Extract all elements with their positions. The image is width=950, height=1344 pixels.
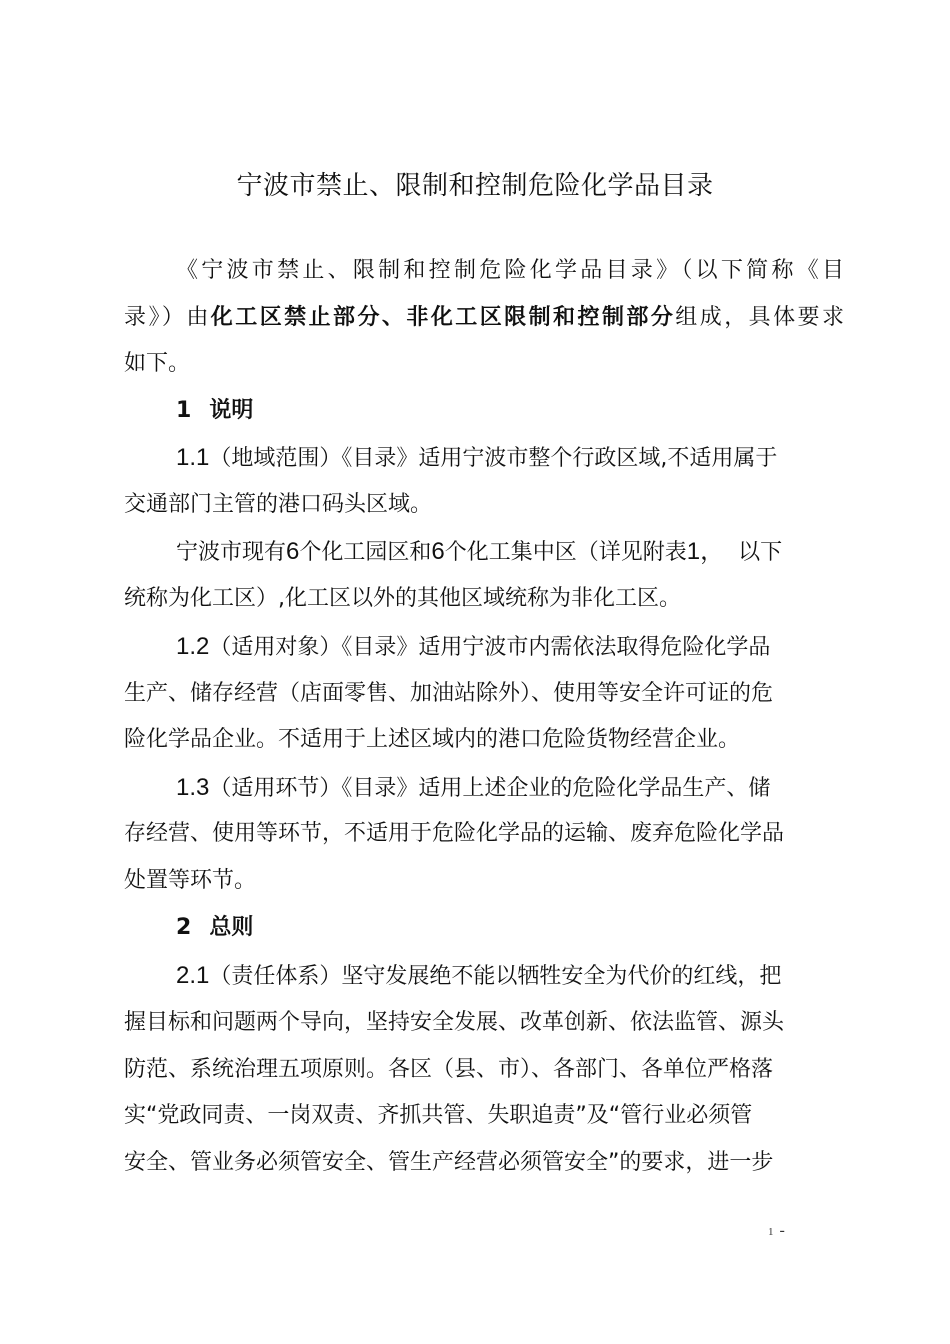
section-1-heading: [176, 395, 844, 427]
document-title: 宁波市禁止、限制和控制危险化学品目录: [236, 171, 714, 201]
para-1-1-number: 1.1: [176, 444, 210, 471]
para-1-3-line-2: 存经营、使用等环节，不适用于危险化学品的运输、废弃危险化学品: [124, 821, 785, 846]
para-2-1-line-5: 安全、管业务必须管安全、管生产经营必须管安全”的要求，进一步: [124, 1150, 774, 1175]
intro-line-2-part-c: 组成，具体要求: [675, 305, 844, 330]
page-number-dash: -: [779, 1222, 785, 1239]
para-2-1-line-4: 实“党政同责、一岗双责、齐抓共管、失职追责”及“管行业必须管: [124, 1103, 753, 1128]
para-1-3-line-3: 处置等环节。: [124, 868, 257, 893]
para-1-1b-text-a: 宁波市现有: [176, 540, 287, 565]
para-1-1b-line-2: 统称为化工区）,化工区以外的其他区域统称为非化工区。: [124, 586, 681, 611]
para-1-1-text: （地域范围）《目录》适用宁波市整个行政区域,不适用属于: [209, 446, 778, 471]
para-1-1b-text-c: 个化工集中区（详见附表: [444, 540, 687, 565]
intro-line-2: [124, 302, 844, 334]
para-1-3-line-1: [176, 772, 844, 805]
para-1-1-line-2: 交通部门主管的港口码头区域。: [124, 492, 433, 517]
para-1-1-line-1: [176, 442, 844, 475]
section-2-heading: [176, 912, 844, 944]
intro-bold-text: 化工区禁止部分、非化工区限制和控制部分: [210, 305, 676, 330]
para-1-2-line-3: 险化学品企业。不适用于上述区域内的港口危险货物经营企业。: [124, 727, 741, 752]
intro-line-2-part-a: 录》）由: [124, 305, 211, 330]
para-1-2-number: 1.2: [176, 633, 210, 660]
para-2-1-line-3: 防范、系统治理五项原则。各区（县、市）、各部门、各单位严格落: [124, 1057, 774, 1082]
para-1-1b-line-1: [176, 536, 844, 569]
para-1-2-text: （适用对象）《目录》适用宁波市内需依法取得危险化学品: [209, 635, 771, 660]
para-1-3-number: 1.3: [176, 774, 210, 801]
intro-line-3: 如下。: [124, 351, 191, 376]
para-1-1b-text-b: 个化工园区和: [299, 540, 432, 565]
park-count: 6: [286, 538, 300, 565]
section-1-number: 1: [176, 398, 192, 423]
cluster-count: 6: [431, 538, 445, 565]
intro-line-1: 《宁波市禁止、限制和控制危险化学品目录》（以下简称《目: [176, 258, 844, 283]
appendix-number: 1，: [686, 538, 725, 565]
page-number-value: 1: [768, 1226, 774, 1238]
para-2-1-number: 2.1: [176, 962, 210, 989]
para-1-2-line-2: 生产、储存经营（店面零售、加油站除外）、使用等安全许可证的危: [124, 681, 774, 706]
para-1-1b-text-d: 以下: [738, 540, 783, 565]
para-2-1-line-1: [176, 960, 844, 993]
para-1-2-line-1: [176, 631, 844, 664]
section-2-number: 2: [176, 915, 192, 940]
para-2-1-text: （责任体系）坚守发展绝不能以牺牲安全为代价的红线，把: [209, 964, 782, 989]
page-number: [768, 1222, 785, 1240]
section-2-title: 总则: [209, 915, 254, 940]
para-2-1-line-2: 握目标和问题两个导向，坚持安全发展、改革创新、依法监管、源头: [124, 1010, 785, 1035]
section-1-title: 说明: [209, 398, 254, 423]
para-1-3-text: （适用环节）《目录》适用上述企业的危险化学品生产、储: [209, 776, 771, 801]
